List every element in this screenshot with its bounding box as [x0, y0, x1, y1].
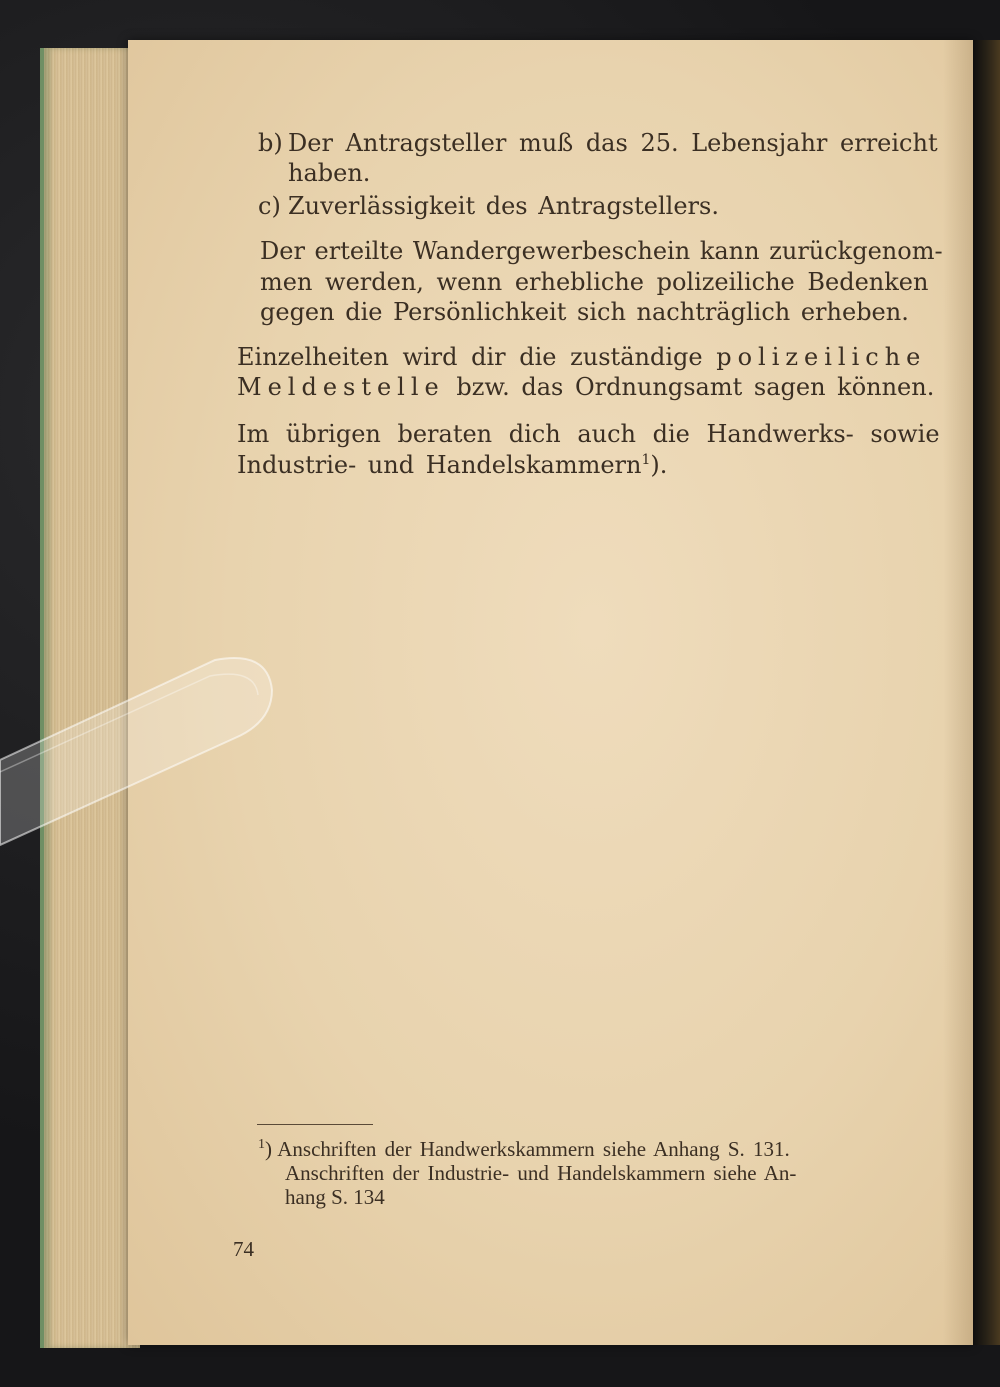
- spaced-emphasis: Meldestelle: [237, 373, 445, 401]
- paragraph-2-line-1: [237, 342, 926, 372]
- list-item-text: haben.: [288, 159, 371, 187]
- list-item-letter: b): [258, 129, 283, 157]
- list-item-letter: c): [258, 192, 281, 220]
- footnote-reference: 1: [641, 452, 651, 468]
- footnote-line-3: hang S. 134: [285, 1185, 385, 1209]
- footnote-marker-close: ): [265, 1137, 272, 1161]
- paragraph-1-line-3: gegen die Persönlichkeit sich nachträglich erheben.: [260, 298, 909, 326]
- list-item-text: Der Antragsteller muß das 25. Lebensjahr erreicht: [288, 129, 938, 157]
- paragraph-1-line-1: Der erteilte Wandergewerbeschein kann zurückgenom-: [260, 237, 943, 265]
- page-gutter-shadow: [943, 40, 973, 1345]
- footnote-text: Anschriften der Handwerkskammern siehe Anhang S. 131.: [277, 1137, 790, 1161]
- paragraph-1-line-2: men werden, wenn erhebliche polizeiliche Bedenken: [260, 268, 929, 296]
- footnote-marker: 1: [258, 1137, 265, 1152]
- list-item-b: [258, 128, 938, 158]
- stacked-page-edges: [40, 48, 140, 1348]
- paragraph-2-text: bzw. das Ordnungsamt sagen können.: [456, 373, 935, 401]
- paragraph-3-line-2: [237, 450, 667, 480]
- paragraph-2-line-2: [237, 372, 934, 402]
- spaced-emphasis: polizeiliche: [716, 343, 927, 371]
- paragraph-2-text: Einzelheiten wird dir die zuständige: [237, 343, 703, 371]
- paragraph-3-end: ).: [650, 451, 668, 479]
- book-cover-edge: [973, 40, 1000, 1345]
- page-number: 74: [233, 1237, 254, 1261]
- paragraph-3-text: Industrie- und Handelskammern: [237, 451, 642, 479]
- footnote-line-2: Anschriften der Industrie- und Handelskammern siehe An-: [285, 1161, 797, 1185]
- list-item-b-continuation: [288, 158, 370, 188]
- paragraph-3-line-1: Im übrigen beraten dich auch die Handwerks- sowie: [237, 420, 940, 448]
- list-item-text: Zuverlässigkeit des Antragstellers.: [288, 192, 719, 220]
- list-item-c: [258, 191, 719, 221]
- footnote-divider: [257, 1124, 373, 1125]
- footnote-line-1: [258, 1137, 790, 1161]
